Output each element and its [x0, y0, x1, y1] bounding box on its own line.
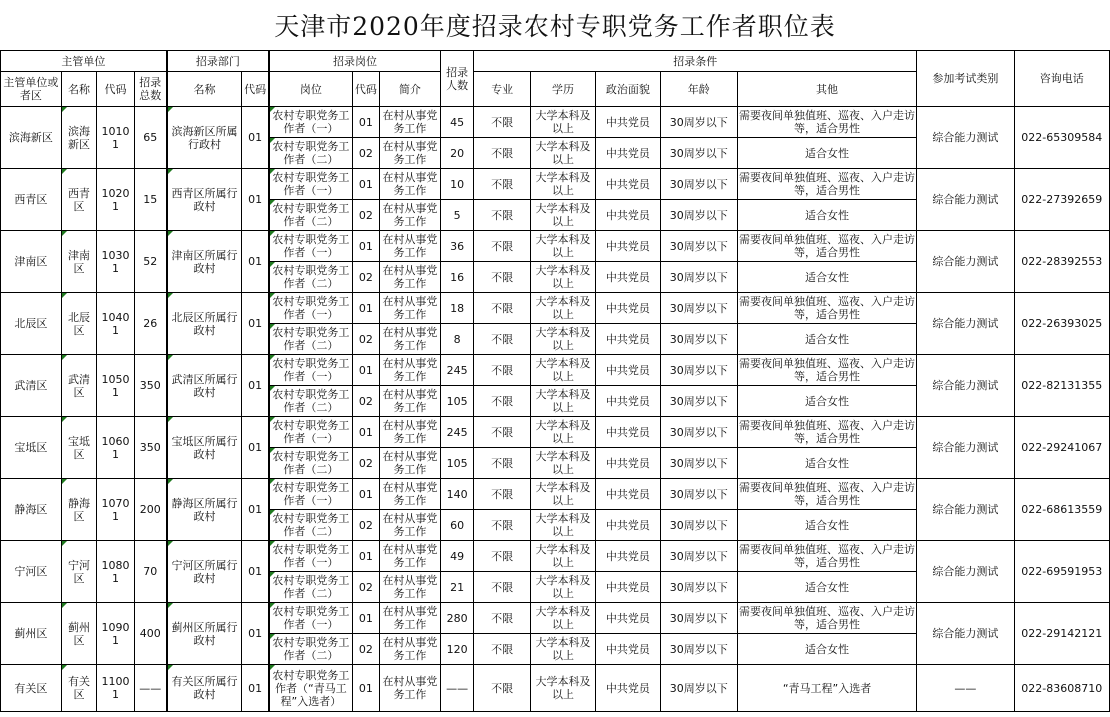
post-cell: 农村专职党务工作者（二）: [269, 262, 352, 293]
unit-code-cell: 10601: [97, 417, 135, 479]
district-cell: 津南区: [1, 231, 62, 293]
other-cell: 适合女性: [737, 634, 916, 665]
education-cell: 大学本科及以上: [531, 603, 596, 634]
header-post-code: 代码: [352, 72, 379, 107]
age-cell: 30周岁以下: [660, 200, 737, 231]
other-cell: 需要夜间单独值班、巡夜、入户走访等，适合男性: [737, 355, 916, 386]
age-cell: 30周岁以下: [660, 603, 737, 634]
quota-cell: 280: [440, 603, 473, 634]
header-unit-code: 代码: [97, 72, 135, 107]
dept-name-cell: 西青区所属行政村: [167, 169, 242, 231]
major-cell: 不限: [474, 665, 531, 712]
age-cell: 30周岁以下: [660, 293, 737, 324]
exam-cell: 综合能力测试: [917, 417, 1014, 479]
district-cell: 西青区: [1, 169, 62, 231]
district-cell: 静海区: [1, 479, 62, 541]
intro-cell: 在村从事党务工作: [380, 231, 441, 262]
total-cell: 52: [134, 231, 166, 293]
table-row: [1, 355, 1110, 386]
unit-code-cell: 11001: [97, 665, 135, 712]
post-cell: 农村专职党务工作者（一）: [269, 417, 352, 448]
table-row: [1, 417, 1110, 448]
district-cell: 武清区: [1, 355, 62, 417]
exam-cell: 综合能力测试: [917, 479, 1014, 541]
major-cell: 不限: [474, 417, 531, 448]
table-row: [1, 479, 1110, 510]
other-cell: 适合女性: [737, 572, 916, 603]
phone-cell: 022-83608710: [1014, 665, 1109, 712]
header-position: 招录岗位: [269, 51, 440, 72]
post-code-cell: 02: [352, 572, 379, 603]
phone-cell: 022-29142121: [1014, 603, 1109, 665]
post-code-cell: 01: [352, 107, 379, 138]
exam-cell: 综合能力测试: [917, 169, 1014, 231]
dept-name-cell: 宝坻区所属行政村: [167, 417, 242, 479]
table-row: [1, 107, 1110, 138]
major-cell: 不限: [474, 603, 531, 634]
quota-cell: 20: [440, 138, 473, 169]
phone-cell: 022-29241067: [1014, 417, 1109, 479]
post-cell: 农村专职党务工作者（一）: [269, 107, 352, 138]
political-cell: 中共党员: [595, 603, 660, 634]
dept-code-cell: 01: [242, 541, 269, 603]
major-cell: 不限: [474, 510, 531, 541]
table-row: [1, 541, 1110, 572]
total-cell: ——: [134, 665, 166, 712]
district-cell: 蓟州区: [1, 603, 62, 665]
post-cell: 农村专职党务工作者（“青马工程”入选者）: [269, 665, 352, 712]
age-cell: 30周岁以下: [660, 510, 737, 541]
district-cell: 有关区: [1, 665, 62, 712]
post-code-cell: 01: [352, 355, 379, 386]
quota-cell: 10: [440, 169, 473, 200]
intro-cell: 在村从事党务工作: [380, 448, 441, 479]
phone-cell: 022-26393025: [1014, 293, 1109, 355]
exam-cell: 综合能力测试: [917, 107, 1014, 169]
post-cell: 农村专职党务工作者（二）: [269, 572, 352, 603]
post-cell: 农村专职党务工作者（一）: [269, 293, 352, 324]
phone-cell: 022-65309584: [1014, 107, 1109, 169]
age-cell: 30周岁以下: [660, 324, 737, 355]
post-cell: 农村专职党务工作者（一）: [269, 169, 352, 200]
age-cell: 30周岁以下: [660, 634, 737, 665]
intro-cell: 在村从事党务工作: [380, 262, 441, 293]
quota-cell: 60: [440, 510, 473, 541]
post-cell: 农村专职党务工作者（二）: [269, 386, 352, 417]
unit-name-cell: 西青区: [61, 169, 96, 231]
political-cell: 中共党员: [595, 293, 660, 324]
dept-code-cell: 01: [242, 603, 269, 665]
post-code-cell: 01: [352, 541, 379, 572]
major-cell: 不限: [474, 448, 531, 479]
education-cell: 大学本科及以上: [531, 665, 596, 712]
unit-code-cell: 10401: [97, 293, 135, 355]
intro-cell: 在村从事党务工作: [380, 169, 441, 200]
post-code-cell: 01: [352, 231, 379, 262]
post-cell: 农村专职党务工作者（二）: [269, 634, 352, 665]
header-dept-name: 名称: [167, 72, 242, 107]
other-cell: 适合女性: [737, 262, 916, 293]
exam-cell: 综合能力测试: [917, 231, 1014, 293]
table-row: [1, 293, 1110, 324]
quota-cell: 16: [440, 262, 473, 293]
age-cell: 30周岁以下: [660, 355, 737, 386]
other-cell: 需要夜间单独值班、巡夜、入户走访等，适合男性: [737, 107, 916, 138]
post-code-cell: 01: [352, 169, 379, 200]
intro-cell: 在村从事党务工作: [380, 572, 441, 603]
age-cell: 30周岁以下: [660, 665, 737, 712]
political-cell: 中共党员: [595, 448, 660, 479]
positions-table: [0, 50, 1110, 712]
quota-cell: 8: [440, 324, 473, 355]
intro-cell: 在村从事党务工作: [380, 293, 441, 324]
education-cell: 大学本科及以上: [531, 572, 596, 603]
political-cell: 中共党员: [595, 138, 660, 169]
education-cell: 大学本科及以上: [531, 169, 596, 200]
political-cell: 中共党员: [595, 262, 660, 293]
education-cell: 大学本科及以上: [531, 386, 596, 417]
post-cell: 农村专职党务工作者（一）: [269, 355, 352, 386]
unit-code-cell: 10301: [97, 231, 135, 293]
unit-code-cell: 10501: [97, 355, 135, 417]
age-cell: 30周岁以下: [660, 479, 737, 510]
quota-cell: 49: [440, 541, 473, 572]
age-cell: 30周岁以下: [660, 572, 737, 603]
post-cell: 农村专职党务工作者（二）: [269, 138, 352, 169]
age-cell: 30周岁以下: [660, 169, 737, 200]
major-cell: 不限: [474, 479, 531, 510]
quota-cell: 21: [440, 572, 473, 603]
political-cell: 中共党员: [595, 200, 660, 231]
total-cell: 350: [134, 355, 166, 417]
table-row: [1, 665, 1110, 712]
dept-name-cell: 武清区所属行政村: [167, 355, 242, 417]
political-cell: 中共党员: [595, 417, 660, 448]
post-cell: 农村专职党务工作者（二）: [269, 324, 352, 355]
intro-cell: 在村从事党务工作: [380, 634, 441, 665]
table-row: [1, 231, 1110, 262]
political-cell: 中共党员: [595, 634, 660, 665]
political-cell: 中共党员: [595, 355, 660, 386]
political-cell: 中共党员: [595, 541, 660, 572]
intro-cell: 在村从事党务工作: [380, 417, 441, 448]
header-quota: 招录人数: [440, 51, 473, 107]
major-cell: 不限: [474, 262, 531, 293]
header-political: 政治面貌: [595, 72, 660, 107]
total-cell: 400: [134, 603, 166, 665]
education-cell: 大学本科及以上: [531, 200, 596, 231]
dept-code-cell: 01: [242, 231, 269, 293]
post-code-cell: 02: [352, 386, 379, 417]
quota-cell: 245: [440, 355, 473, 386]
quota-cell: 105: [440, 386, 473, 417]
unit-name-cell: 武清区: [61, 355, 96, 417]
education-cell: 大学本科及以上: [531, 448, 596, 479]
dept-name-cell: 有关区所属行政村: [167, 665, 242, 712]
dept-code-cell: 01: [242, 417, 269, 479]
other-cell: 需要夜间单独值班、巡夜、入户走访等，适合男性: [737, 231, 916, 262]
header-other: 其他: [737, 72, 916, 107]
phone-cell: 022-68613559: [1014, 479, 1109, 541]
post-cell: 农村专职党务工作者（一）: [269, 479, 352, 510]
age-cell: 30周岁以下: [660, 541, 737, 572]
age-cell: 30周岁以下: [660, 448, 737, 479]
intro-cell: 在村从事党务工作: [380, 324, 441, 355]
unit-code-cell: 10101: [97, 107, 135, 169]
political-cell: 中共党员: [595, 510, 660, 541]
total-cell: 26: [134, 293, 166, 355]
dept-code-cell: 01: [242, 169, 269, 231]
dept-name-cell: 静海区所属行政村: [167, 479, 242, 541]
intro-cell: 在村从事党务工作: [380, 200, 441, 231]
other-cell: 需要夜间单独值班、巡夜、入户走访等，适合男性: [737, 479, 916, 510]
education-cell: 大学本科及以上: [531, 293, 596, 324]
post-code-cell: 02: [352, 510, 379, 541]
intro-cell: 在村从事党务工作: [380, 665, 441, 712]
header-total: 招录总数: [134, 72, 166, 107]
post-code-cell: 01: [352, 665, 379, 712]
dept-name-cell: 蓟州区所属行政村: [167, 603, 242, 665]
header-dept-code: 代码: [242, 72, 269, 107]
major-cell: 不限: [474, 355, 531, 386]
age-cell: 30周岁以下: [660, 138, 737, 169]
header-conditions: 招录条件: [474, 51, 917, 72]
unit-name-cell: 北辰区: [61, 293, 96, 355]
header-education: 学历: [531, 72, 596, 107]
major-cell: 不限: [474, 169, 531, 200]
intro-cell: 在村从事党务工作: [380, 386, 441, 417]
quota-cell: 105: [440, 448, 473, 479]
post-code-cell: 01: [352, 479, 379, 510]
quota-cell: 245: [440, 417, 473, 448]
exam-cell: ——: [917, 665, 1014, 712]
quota-cell: 140: [440, 479, 473, 510]
total-cell: 200: [134, 479, 166, 541]
major-cell: 不限: [474, 200, 531, 231]
header-major: 专业: [474, 72, 531, 107]
political-cell: 中共党员: [595, 479, 660, 510]
header-intro: 简介: [380, 72, 441, 107]
unit-name-cell: 蓟州区: [61, 603, 96, 665]
age-cell: 30周岁以下: [660, 231, 737, 262]
political-cell: 中共党员: [595, 169, 660, 200]
other-cell: 需要夜间单独值班、巡夜、入户走访等，适合男性: [737, 541, 916, 572]
phone-cell: 022-27392659: [1014, 169, 1109, 231]
major-cell: 不限: [474, 107, 531, 138]
major-cell: 不限: [474, 386, 531, 417]
major-cell: 不限: [474, 138, 531, 169]
header-department: 招录部门: [167, 51, 269, 72]
exam-cell: 综合能力测试: [917, 293, 1014, 355]
education-cell: 大学本科及以上: [531, 355, 596, 386]
age-cell: 30周岁以下: [660, 417, 737, 448]
quota-cell: 5: [440, 200, 473, 231]
major-cell: 不限: [474, 324, 531, 355]
political-cell: 中共党员: [595, 231, 660, 262]
other-cell: 适合女性: [737, 510, 916, 541]
header-exam: 参加考试类别: [917, 51, 1014, 107]
post-cell: 农村专职党务工作者（二）: [269, 510, 352, 541]
quota-cell: 36: [440, 231, 473, 262]
post-code-cell: 01: [352, 293, 379, 324]
unit-code-cell: 10901: [97, 603, 135, 665]
unit-name-cell: 宝坻区: [61, 417, 96, 479]
unit-name-cell: 津南区: [61, 231, 96, 293]
district-cell: 宁河区: [1, 541, 62, 603]
phone-cell: 022-28392553: [1014, 231, 1109, 293]
header-unit-name: 名称: [61, 72, 96, 107]
dept-name-cell: 北辰区所属行政村: [167, 293, 242, 355]
exam-cell: 综合能力测试: [917, 541, 1014, 603]
major-cell: 不限: [474, 293, 531, 324]
other-cell: 适合女性: [737, 324, 916, 355]
other-cell: 需要夜间单独值班、巡夜、入户走访等，适合男性: [737, 169, 916, 200]
dept-code-cell: 01: [242, 355, 269, 417]
header-age: 年龄: [660, 72, 737, 107]
post-code-cell: 02: [352, 138, 379, 169]
other-cell: “青马工程”入选者: [737, 665, 916, 712]
post-cell: 农村专职党务工作者（一）: [269, 603, 352, 634]
dept-name-cell: 宁河区所属行政村: [167, 541, 242, 603]
quota-cell: 45: [440, 107, 473, 138]
political-cell: 中共党员: [595, 386, 660, 417]
unit-code-cell: 10201: [97, 169, 135, 231]
other-cell: 需要夜间单独值班、巡夜、入户走访等，适合男性: [737, 603, 916, 634]
dept-name-cell: 津南区所属行政村: [167, 231, 242, 293]
post-code-cell: 02: [352, 448, 379, 479]
dept-code-cell: 01: [242, 293, 269, 355]
quota-cell: ——: [440, 665, 473, 712]
education-cell: 大学本科及以上: [531, 262, 596, 293]
other-cell: 需要夜间单独值班、巡夜、入户走访等，适合男性: [737, 417, 916, 448]
unit-code-cell: 10801: [97, 541, 135, 603]
other-cell: 适合女性: [737, 200, 916, 231]
table-row: [1, 169, 1110, 200]
header-post: 岗位: [269, 72, 352, 107]
district-cell: 宝坻区: [1, 417, 62, 479]
header-phone: 咨询电话: [1014, 51, 1109, 107]
education-cell: 大学本科及以上: [531, 324, 596, 355]
post-code-cell: 02: [352, 262, 379, 293]
unit-name-cell: 静海区: [61, 479, 96, 541]
education-cell: 大学本科及以上: [531, 417, 596, 448]
major-cell: 不限: [474, 572, 531, 603]
dept-code-cell: 01: [242, 665, 269, 712]
unit-code-cell: 10701: [97, 479, 135, 541]
political-cell: 中共党员: [595, 572, 660, 603]
unit-name-cell: 宁河区: [61, 541, 96, 603]
post-cell: 农村专职党务工作者（二）: [269, 448, 352, 479]
post-cell: 农村专职党务工作者（一）: [269, 541, 352, 572]
political-cell: 中共党员: [595, 324, 660, 355]
major-cell: 不限: [474, 541, 531, 572]
post-code-cell: 02: [352, 324, 379, 355]
total-cell: 70: [134, 541, 166, 603]
post-cell: 农村专职党务工作者（二）: [269, 200, 352, 231]
dept-code-cell: 01: [242, 107, 269, 169]
header-district: 主管单位或者区: [1, 72, 62, 107]
intro-cell: 在村从事党务工作: [380, 479, 441, 510]
intro-cell: 在村从事党务工作: [380, 603, 441, 634]
unit-name-cell: 有关区: [61, 665, 96, 712]
intro-cell: 在村从事党务工作: [380, 355, 441, 386]
other-cell: 适合女性: [737, 448, 916, 479]
education-cell: 大学本科及以上: [531, 107, 596, 138]
education-cell: 大学本科及以上: [531, 231, 596, 262]
intro-cell: 在村从事党务工作: [380, 541, 441, 572]
exam-cell: 综合能力测试: [917, 355, 1014, 417]
education-cell: 大学本科及以上: [531, 510, 596, 541]
other-cell: 适合女性: [737, 386, 916, 417]
dept-name-cell: 滨海新区所属行政村: [167, 107, 242, 169]
phone-cell: 022-69591953: [1014, 541, 1109, 603]
dept-code-cell: 01: [242, 479, 269, 541]
unit-name-cell: 滨海新区: [61, 107, 96, 169]
political-cell: 中共党员: [595, 665, 660, 712]
other-cell: 需要夜间单独值班、巡夜、入户走访等，适合男性: [737, 293, 916, 324]
education-cell: 大学本科及以上: [531, 138, 596, 169]
age-cell: 30周岁以下: [660, 386, 737, 417]
age-cell: 30周岁以下: [660, 107, 737, 138]
page-title: 天津市2020年度招录农村专职党务工作者职位表: [274, 12, 836, 41]
political-cell: 中共党员: [595, 107, 660, 138]
age-cell: 30周岁以下: [660, 262, 737, 293]
post-code-cell: 01: [352, 603, 379, 634]
post-code-cell: 01: [352, 417, 379, 448]
district-cell: 滨海新区: [1, 107, 62, 169]
total-cell: 15: [134, 169, 166, 231]
table-row: [1, 603, 1110, 634]
quota-cell: 120: [440, 634, 473, 665]
phone-cell: 022-82131355: [1014, 355, 1109, 417]
intro-cell: 在村从事党务工作: [380, 138, 441, 169]
post-code-cell: 02: [352, 634, 379, 665]
education-cell: 大学本科及以上: [531, 634, 596, 665]
post-code-cell: 02: [352, 200, 379, 231]
exam-cell: 综合能力测试: [917, 603, 1014, 665]
total-cell: 350: [134, 417, 166, 479]
quota-cell: 18: [440, 293, 473, 324]
intro-cell: 在村从事党务工作: [380, 107, 441, 138]
district-cell: 北辰区: [1, 293, 62, 355]
education-cell: 大学本科及以上: [531, 541, 596, 572]
header-unit: 主管单位: [1, 51, 167, 72]
education-cell: 大学本科及以上: [531, 479, 596, 510]
major-cell: 不限: [474, 634, 531, 665]
table-body: [1, 107, 1110, 712]
total-cell: 65: [134, 107, 166, 169]
major-cell: 不限: [474, 231, 531, 262]
other-cell: 适合女性: [737, 138, 916, 169]
intro-cell: 在村从事党务工作: [380, 510, 441, 541]
post-cell: 农村专职党务工作者（一）: [269, 231, 352, 262]
